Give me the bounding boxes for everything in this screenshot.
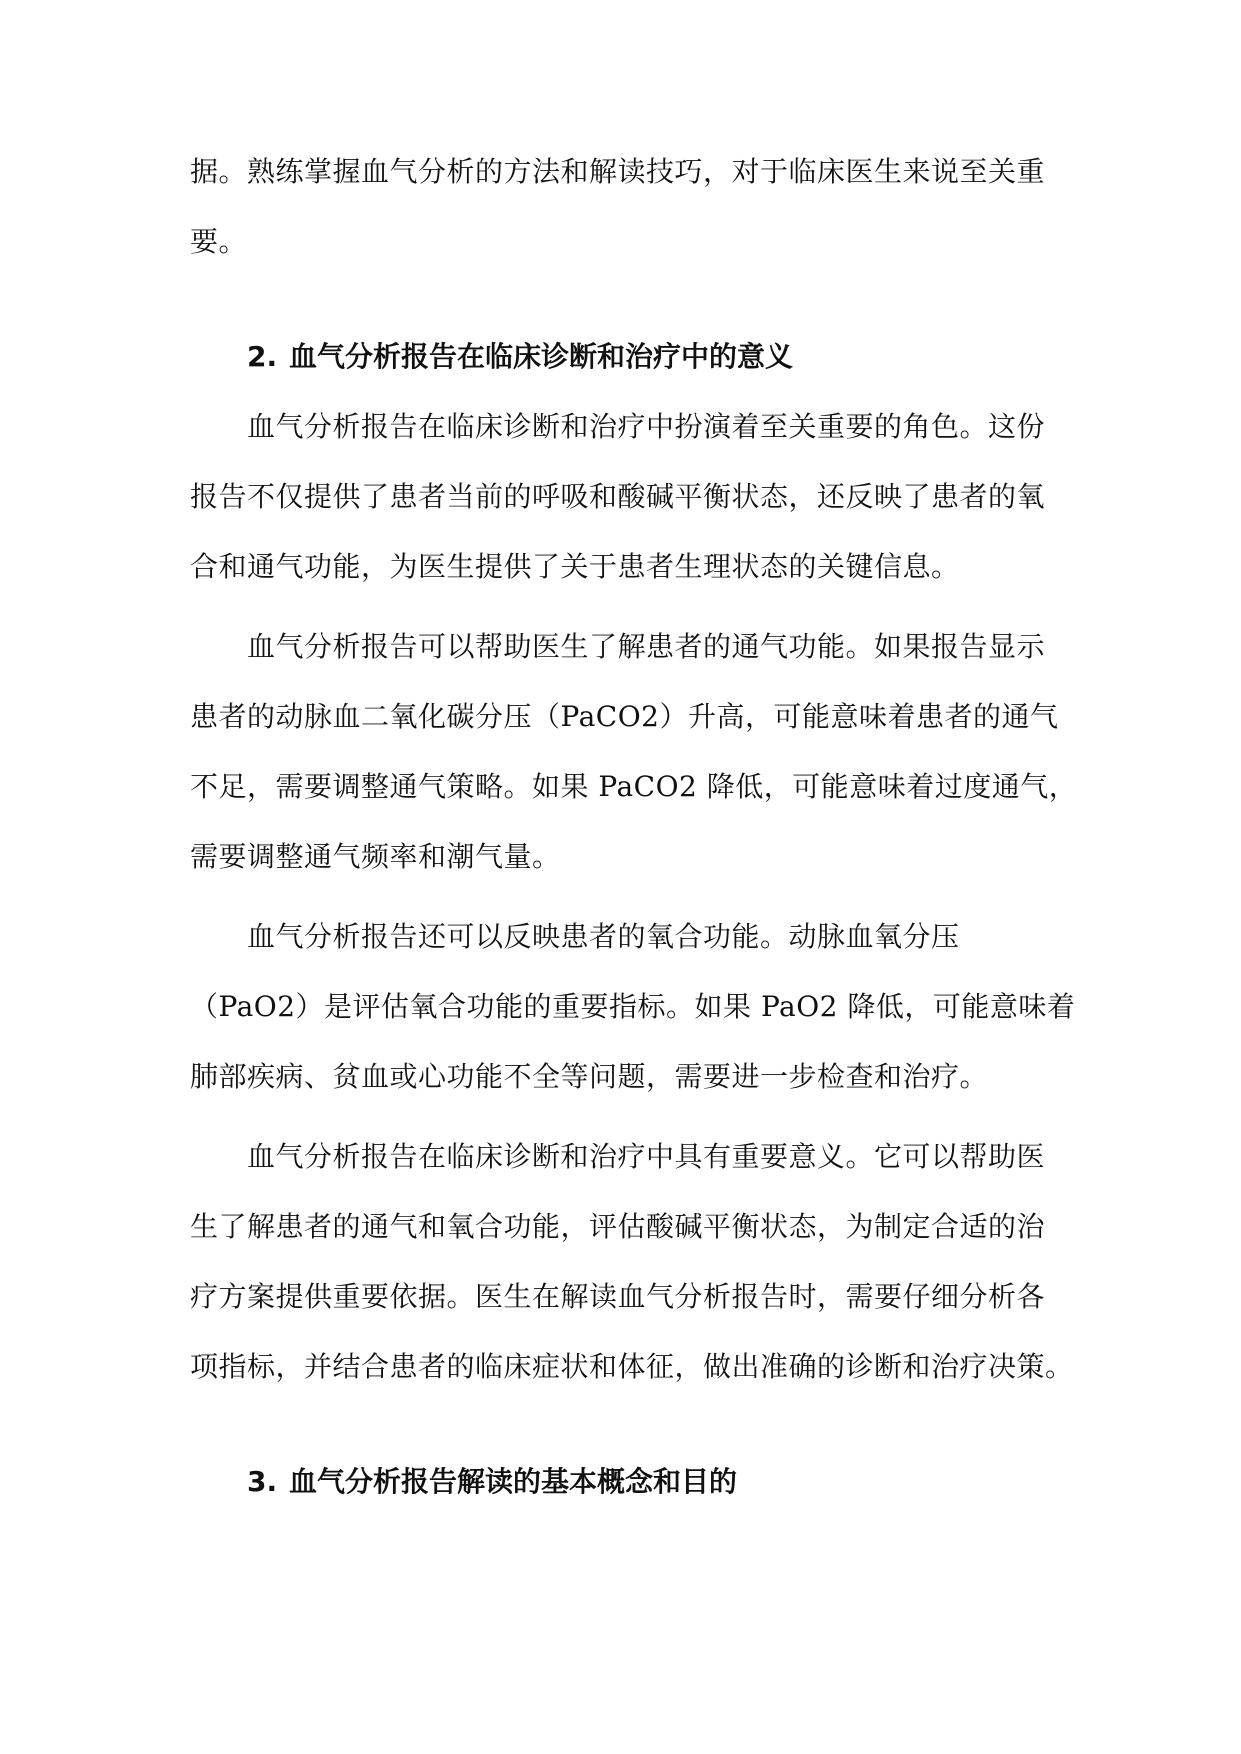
- paragraph-4-line-1: 血气分析报告在临床诊断和治疗中具有重要意义。它可以帮助医: [247, 1140, 1046, 1173]
- paragraph-2-line-1: 血气分析报告可以帮助医生了解患者的通气功能。如果报告显示: [247, 630, 1046, 663]
- section-2-title: 血气分析报告在临床诊断和治疗中的意义: [289, 340, 794, 373]
- paragraph-2-line-3: 不足，需要调整通气策略。如果 PaCO2 降低，可能意味着过度通气，: [190, 770, 1078, 803]
- section-3-heading: [247, 1462, 737, 1502]
- paragraph-1-line-3: 合和通气功能，为医生提供了关于患者生理状态的关键信息。: [190, 550, 960, 583]
- paragraph-4-line-4: 项指标，并结合患者的临床症状和体征，做出准确的诊断和治疗决策。: [190, 1350, 1074, 1383]
- paragraph-3-line-3: 肺部疾病、贫血或心功能不全等问题，需要进一步检查和治疗。: [190, 1060, 989, 1093]
- intro-line-2: 要。: [190, 225, 248, 258]
- paragraph-2-line-4: 需要调整通气频率和潮气量。: [190, 840, 561, 873]
- section-3-number: 3.: [247, 1465, 278, 1498]
- section-3-title: 血气分析报告解读的基本概念和目的: [289, 1465, 738, 1498]
- paragraph-3-line-1: 血气分析报告还可以反映患者的氧合功能。动脉血氧分压: [247, 920, 960, 953]
- paragraph-1-line-2: 报告不仅提供了患者当前的呼吸和酸碱平衡状态，还反映了患者的氧: [190, 480, 1046, 513]
- paragraph-1-line-1: 血气分析报告在临床诊断和治疗中扮演着至关重要的角色。这份: [247, 410, 1046, 443]
- section-2-number: 2.: [247, 340, 278, 373]
- intro-line-1: 据。熟练掌握血气分析的方法和解读技巧，对于临床医生来说至关重: [190, 155, 1046, 188]
- section-2-heading: [247, 337, 793, 377]
- paragraph-4-line-2: 生了解患者的通气和氧合功能，评估酸碱平衡状态，为制定合适的治: [190, 1210, 1046, 1243]
- paragraph-3-line-2: （PaO2）是评估氧合功能的重要指标。如果 PaO2 降低，可能意味着: [190, 990, 1076, 1023]
- paragraph-4-line-3: 疗方案提供重要依据。医生在解读血气分析报告时，需要仔细分析各: [190, 1280, 1046, 1313]
- paragraph-2-line-2: 患者的动脉血二氧化碳分压（PaCO2）升高，可能意味着患者的通气: [190, 700, 1059, 733]
